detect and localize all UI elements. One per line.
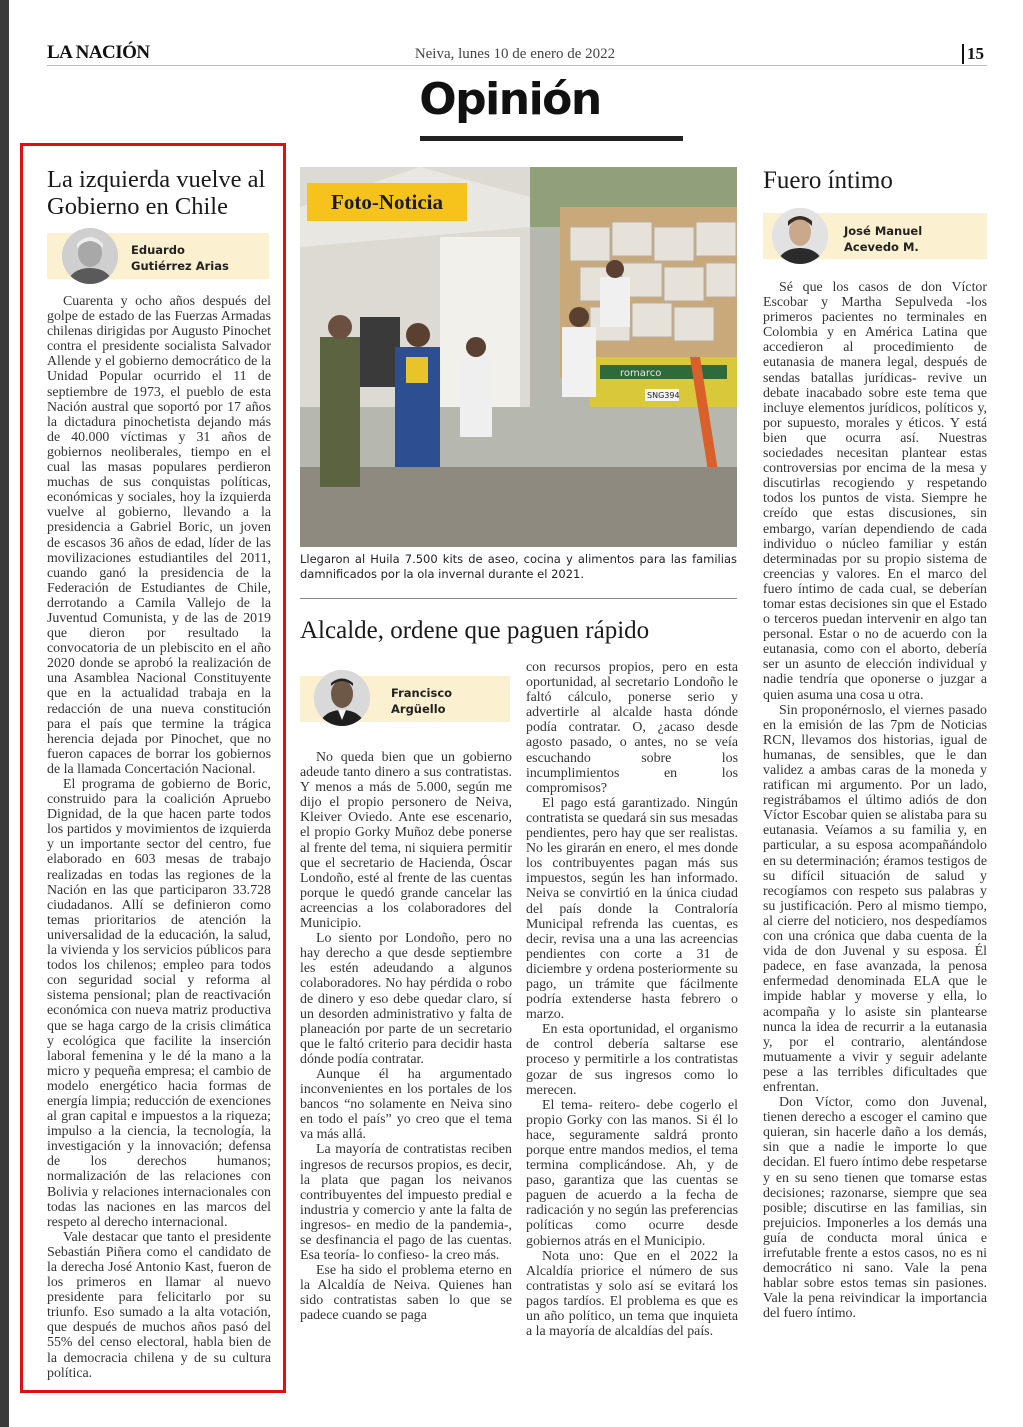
right-author-avatar — [772, 208, 828, 264]
middle-article-col2: con recursos propios, pero en esta oportunidad, al secretario Londoño le faltó cálculo, ponerse serio y advertirle al alcalde hasta dónde podía contratar. O, ¿acaso desde agosto pasado, o antes, no se veía escuchando sobre los incumplimientos en los compromisos? El pago está garantizado. Ningún contratista se quedará sin sus mesadas pendientes, pero hay que ser realistas. No les girarán en enero, el mes donde los contribuyentes pagan más sus impuestos, según les han informado. Neiva se convirtió en la única ciudad del país donde la Contraloría Municipal refrenda las cuentas, es decir, revisa una a una las acreencias pendientes con corte a 31 de diciembre y ordena posteriormente su pago, un trámite que fácilmente podría extenderse hasta febrero o marzo. En esta oportunidad, el organismo de control debería saltarse ese proceso y permitirle a los contratistas gozar de sus ingresos como lo merecen. El tema- reitero- debe cogerlo el propio Gorky con las manos. Si él lo hace, seguramente saldrá pronto porque entre mandos medios, el tema termina complicándose. Ah, y de paso, garantiza que las cuentas se paguen de acuerdo a la fecha de radicación y no según las preferencias políticas como ocurre desde gobiernos atrás en el Municipio. Nota uno: Que en el 2022 la Alcaldía priorice el número de sus contratistas y solo así se evitará los pagos tardíos. El problema es que es un año político, un tema que inquieta a la mayoría de alcaldías del país. — [526, 660, 738, 1340]
masthead-logo: LA NACIÓN — [47, 42, 150, 63]
page-edge-shadow — [0, 0, 9, 1427]
caption-rule — [300, 598, 737, 599]
left-article-title: La izquierda vuelve al Gobierno en Chile — [47, 166, 266, 221]
news-photo — [300, 167, 737, 547]
section-title: Opinión — [419, 74, 601, 125]
right-article-body: Sé que los casos de don Víctor Escobar y Martha Sepulveda -los primeros pacientes no terminales en Colombia y en América Latina que accedieron al procedimiento de eutanasia de manera legal, después de sendas batallas jurídicas- revive un debate inacabado sobre este tema que incluye elementos jurídicos, políticos y, por supuesto, morales y éticos. Y está bien que ocurra así. Nuestras sociedades necesitan plantear estas controversias por encima de la mesa y discutirlas recogiendo y respetando todos los puntos de vista. Siempre he creído que estas discusiones, sin embargo, varían dependiendo de cada individuo o núcleo familiar y están determinadas por su propio sistema de creencias y valores. En el marco del fuero íntimo de cada cual, se deberían tomar estas decisiones sin que el Estado o terceros puedan intervenir en algo tan personal. Estar o no de acuerdo con la eutanasia, como con el aborto, debería ser un asunto de elección individual y nadie tendría que oponerse o juzgar a quien asuma una cosa u otra. Sin proponérnoslo, el viernes pasado en la emisión de las 7pm de Noticias RCN, llevamos dos historias, igual de humanas, de sensibles, que le dan validez a ambas caras de la moneda y ratifican mi argumento. Por un lado, registrábamos el último adiós de don Víctor Escobar quien se alistaba para su eutanasia. Veíamos a su familia y, en particular, a su esposa acompañándolo en su determinación; éramos testigos de su difícil situación de salud y recogíamos con respeto sus palabras y su justificación. Pero al mismo tiempo, al cierre del noticiero, nos despedíamos con una crónica que daba cuenta de la vida de don Juvenal y su esposa. Él padece, en fase avanzada, la penosa enfermedad denominada ELA que le impide hablar y moverse y ella, lo acompaña y lo asiste sin plantearse nunca la idea de recurrir a la eutanasia y, por el contrario, alentándose mutuamente a vivir y seguir adelante pese a las terribles dificultades que enfrentan. Don Víctor, como don Juvenal, tienen derecho a escoger el camino que quieran, sin hacerle daño a los demás, sin que a nadie le importe lo que decidan. El fuero íntimo debe respetarse y en su seno tienen que tomarse estas decisiones; razonarse, siempre que sea posible; discutirse en las familias, sin prejuicios. Imponerles a los demás una guía de conducta moral única e irrefutable frente a estos casos, no es ni democrático ni sano. Vale la pena hablar sobre estos temas sin pasiones. Vale la pena reivindicar la importancia del fuero íntimo. — [763, 280, 987, 1322]
section-rule — [420, 136, 683, 141]
left-author-name: Eduardo Gutiérrez Arias — [131, 243, 229, 273]
right-author-name: José Manuel Acevedo M. — [844, 224, 923, 254]
page-number: 15 — [962, 44, 984, 64]
dateline: Neiva, lunes 10 de enero de 2022 — [414, 46, 616, 62]
header-rule — [47, 65, 987, 66]
middle-author-avatar — [314, 670, 370, 726]
middle-article-title: Alcalde, ordene que paguen rápido — [300, 617, 650, 644]
truck-brand-text: romarco — [620, 368, 662, 379]
photo-caption: Llegaron al Huila 7.500 kits de aseo, cocina y alimentos para las familias damnificados por la ola invernal durante el 2021. — [300, 552, 737, 581]
left-article-body: Cuarenta y ocho años después del golpe de estado de las Fuerzas Armadas chilenas dirigidas por Augusto Pinochet contra el presidente socialista Salvador Allende y el gobierno democrático de la Unidad Popular ocurrido el 11 de septiembre de 1973, el pueblo de esta Nación austral que soportó por 17 años la dictadura pinochetista dejando más de 40.000 víctimas y 31 años de gobiernos neoliberales, tiempo en el cual las masas populares perdieron muchas de sus conquistas políticas, económicas y sociales, hoy la izquierda vuelve al gobierno, llevando a la presidencia a Gabriel Boric, un joven de escasos 36 años de edad, líder de las movilizaciones estudiantiles del 2011, cuando ganó la presidencia de la Federación de Estudiantes de Chile, derrotando a Camila Vallejo de la Juventud Comunista, y de las de 2019 que dieron por resultado la convocatoria de un plebiscito en el año 2020 donde se aprobó la realización de una Asamblea Nacional Constituyente que en la actualidad trabaja en la redacción de una nueva constitución para el país que termine la trágica herencia dejada por Pinochet, que no fueron capaces de borrar los gobiernos de la llamada Concertación Nacional. El programa de gobierno de Boric, construido para la coalición Apruebo Dignidad, de la que hacen parte todos los partidos y movimientos de izquierda y un importante sector del centro, fue elaborado en 603 mesas de trabajo realizadas en todas las regiones de la Nación en las que participaron 33.728 ciudadanos. Allí se definieron como temas prioritarios de atención la universalidad de la educación, la salud, la vivienda y los servicios públicos para todos los chilenos; empleo para todos con seguridad social y reforma al sistema pensional; plan de reactivación económica con nueva matriz productiva que se haga cargo de la crisis climática y ecológica que facilite la inserción laboral femenina y le dé la mano a la micro y pequeña empresa; el cambio de modelo energético hacia formas de energía limpia; reducción de exenciones al gran capital e impuestos a la riqueza; impulso a la ciencia, la tecnología, la investigación y la innovación; defensa de los derechos humanos; normalización de las relaciones con Bolivia y relaciones internacionales con todas las naciones en las marcos del respeto al derecho internacional. Vale destacar que tanto el presidente Sebastián Piñera como el candidato de la derecha José Antonio Kast, fueron de los primeros en llamar al nuevo presidente para felicitarlo por su triunfo. Eso sumado a la alta votación, que después de muchos años pasó del 55% del censo electoral, habla bien de la democracia chilena y de su cultura política. — [47, 294, 271, 1380]
truck-plate-text: SNG394 — [647, 391, 680, 400]
right-article-title: Fuero íntimo — [763, 167, 893, 194]
photo-news-badge: Foto-Noticia — [307, 183, 467, 221]
middle-article-col1: No queda bien que un gobierno adeude tanto dinero a sus contratistas. Y menos a más de 5.000, según me dijo el propio personero de Neiva, Kleiver Oviedo. Ante ese escenario, el propio Gorky Muñoz debe ponerse al frente del tema, ni siquiera permitir que el secretario de Hacienda, Óscar Londoño, esté al frente de las cuentas porque le quedó grande cancelar las acreencias a los colaboradores del Municipio. Lo siento por Londoño, pero no hay derecho a que desde septiembre les estén adeudando a algunos colaboradores. No hay pérdida o robo de dinero y eso debe quedar claro, sí un desorden administrativo y falta de planeación por parte de un secretario que le faltó criterio para decidir hasta dónde podía contratar. Aunque él ha argumentado inconvenientes en los portales de los bancos “no solamente en Neiva sino en todo el país” yo creo que el tema va más allá. La mayoría de contratistas reciben ingresos de recursos propios, es decir, la plata que pagan los neivanos contribuyentes del impuesto predial e industria y comercio y ante la falta de ingresos- en medio de la pandemia-, se desfinancia el pago de las cuentas. Esa teoría- lo confieso- la creo más. Ese ha sido el problema eterno en la Alcaldía de Neiva. Quienes han sido contratistas saben lo que se padece cuando se paga — [300, 750, 512, 1324]
middle-author-name: Francisco Argüello — [391, 686, 453, 716]
left-author-avatar — [62, 228, 118, 284]
